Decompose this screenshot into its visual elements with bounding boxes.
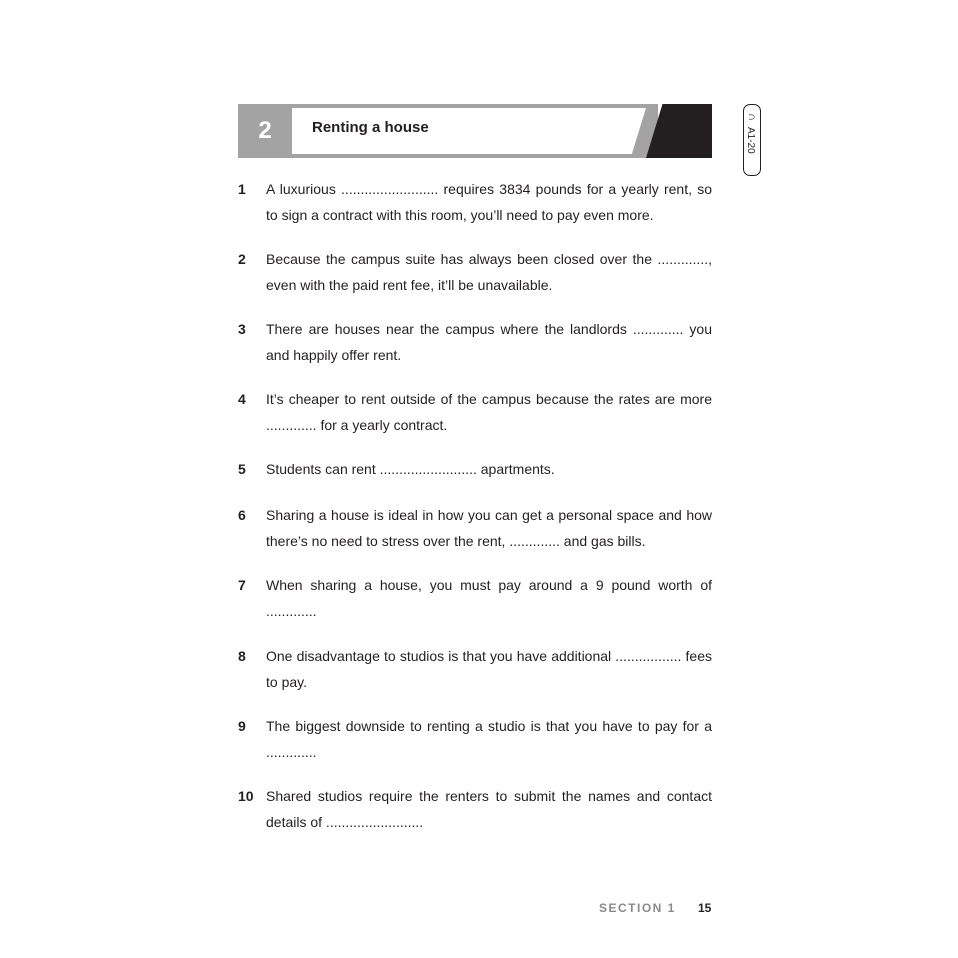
question-number: 4: [238, 391, 246, 407]
question-item: [238, 572, 712, 624]
question-item: [238, 713, 712, 765]
question-text: There are houses near the campus where the landlords ............. you and happily offer rent.: [266, 321, 712, 363]
question-number: 7: [238, 577, 246, 593]
question-number: 1: [238, 181, 246, 197]
question-number: 5: [238, 461, 246, 477]
question-text: A luxurious ......................... requires 3834 pounds for a yearly rent, so to sign a contract with this room, you’ll need to pay even more.: [266, 181, 712, 223]
question-text: Students can rent ......................... apartments.: [266, 461, 555, 477]
footer-section-label: SECTION 1: [599, 901, 676, 915]
question-text: Because the campus suite has always been closed over the ............., even with the paid rent fee, it’ll be unavailable.: [266, 251, 712, 293]
question-item: [238, 783, 712, 835]
page-number: 15: [698, 901, 712, 915]
question-text: When sharing a house, you must pay around a 9 pound worth of .............: [266, 577, 712, 619]
question-text: The biggest downside to renting a studio is that you have to pay for a .............: [266, 718, 712, 760]
question-number: 10: [238, 788, 254, 804]
question-number: 6: [238, 507, 246, 523]
question-item: [238, 176, 712, 228]
question-number: 9: [238, 718, 246, 734]
question-item: [238, 502, 712, 554]
question-text: Shared studios require the renters to submit the names and contact details of .........................: [266, 788, 712, 830]
page-title: Renting a house: [312, 119, 429, 136]
headphones-icon: ∩: [746, 113, 758, 121]
question-item: [238, 386, 712, 438]
question-item: [238, 643, 712, 695]
question-number: 8: [238, 648, 246, 664]
question-number: 2: [238, 251, 246, 267]
audio-track-tab: [743, 104, 761, 176]
question-text: Sharing a house is ideal in how you can get a personal space and how there’s no need to stress over the rent, ............. and gas bills.: [266, 507, 712, 549]
question-item: [238, 456, 712, 482]
question-text: One disadvantage to studios is that you have additional ................. fees to pay.: [266, 648, 712, 690]
question-text: It’s cheaper to rent outside of the campus because the rates are more ............. for a yearly contract.: [266, 391, 712, 433]
question-number: 3: [238, 321, 246, 337]
question-item: [238, 316, 712, 368]
audio-track-label: A1-20: [745, 127, 756, 154]
section-number: 2: [258, 117, 272, 144]
question-item: [238, 246, 712, 298]
